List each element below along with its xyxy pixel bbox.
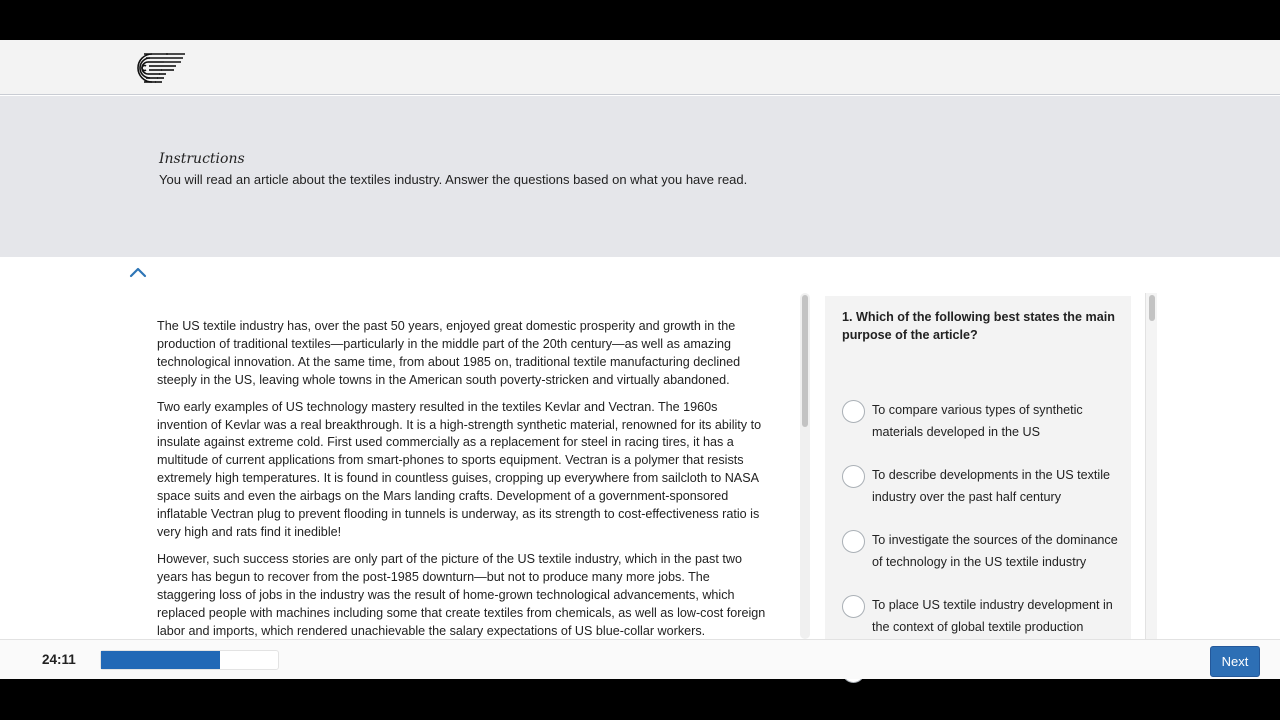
- article-scrollbar[interactable]: [800, 293, 810, 639]
- question-panel: [825, 296, 1131, 639]
- question-text: 1. Which of the following best states the main purpose of the article?: [842, 310, 1115, 342]
- footer-bar: [0, 639, 1280, 679]
- test-window: [0, 40, 1280, 679]
- progress-bar-fill: [101, 651, 220, 669]
- article-paragraph: However, such success stories are only part of the picture of the US textile industry, which in the past two years has begun to recover from the post-1985 downturn—but not to produce many more jobs. The staggering loss of jobs in the industry was the result of home-grown technological advancements, which replaced people with machines including some that create textiles from chemicals, as well as low-cost foreign labor and imports, which rendered unachievable the salary expectations of US blue-collar workers.: [157, 551, 766, 638]
- radio-button[interactable]: [842, 530, 865, 553]
- answer-option[interactable]: [842, 465, 1127, 511]
- instructions-panel: [0, 96, 1280, 257]
- radio-button[interactable]: [842, 595, 865, 618]
- app-header: [0, 40, 1280, 95]
- answer-option[interactable]: [842, 595, 1127, 641]
- answer-option-label: To investigate the sources of the dominance of technology in the US textile industry: [872, 533, 1118, 569]
- countdown-timer: 24:11: [42, 652, 76, 667]
- answer-option-label: To describe developments in the US textile industry over the past half century: [872, 468, 1111, 504]
- instructions-title: Instructions: [159, 151, 245, 167]
- article-paragraph: The US textile industry has, over the past 50 years, enjoyed great domestic prosperity and growth in the production of traditional textiles—particularly in the middle part of the 20th century—as well as amazing technological innovation. At the same time, from about 1985 on, traditional textile manufacturing declined steeply in the US, leaving whole towns in the American south poverty-stricken and virtually abandoned.: [157, 319, 741, 387]
- answer-option[interactable]: [842, 400, 1127, 446]
- article-scrollbar-thumb[interactable]: [802, 295, 808, 427]
- answer-option-label: To place US textile industry development in the context of global textile production: [872, 598, 1113, 634]
- instructions-text: You will read an article about the textiles industry. Answer the questions based on what you have read.: [159, 172, 748, 187]
- collapse-instructions-button[interactable]: [128, 264, 148, 280]
- question-scrollbar-thumb[interactable]: [1149, 295, 1155, 321]
- article-paragraph: Two early examples of US technology mastery resulted in the textiles Kevlar and Vectran. The 1960s invention of Kevlar was a real breakthrough. It is a high-strength synthetic material, renowned for its ability to insulate against extreme cold. First used commercially as a replacement for steel in racing tires, it has a multitude of current applications from smart-phones to sports equipment. Vectran is a polymer that resists extremely high temperatures. It is found in countless guises, cropping up everywhere from sailcloth to NASA space suits and even the airbags on the Mars landing crafts. Development of a government-sponsored inflatable Vectran plug to prevent flooding in tunnels is underway, as its strength to cost-effectiveness ratio is very high and rats find it inedible!: [157, 399, 762, 539]
- progress-bar: [100, 650, 279, 670]
- article-text: [157, 318, 769, 649]
- radio-button[interactable]: [842, 465, 865, 488]
- chevron-up-icon: [128, 264, 148, 280]
- question-scrollbar[interactable]: [1145, 293, 1157, 639]
- ef-logo-icon: [128, 51, 186, 85]
- answer-option-label: To compare various types of synthetic materials developed in the US: [872, 403, 1083, 439]
- next-button[interactable]: Next: [1210, 646, 1260, 677]
- radio-button[interactable]: [842, 400, 865, 423]
- answer-option[interactable]: [842, 530, 1127, 576]
